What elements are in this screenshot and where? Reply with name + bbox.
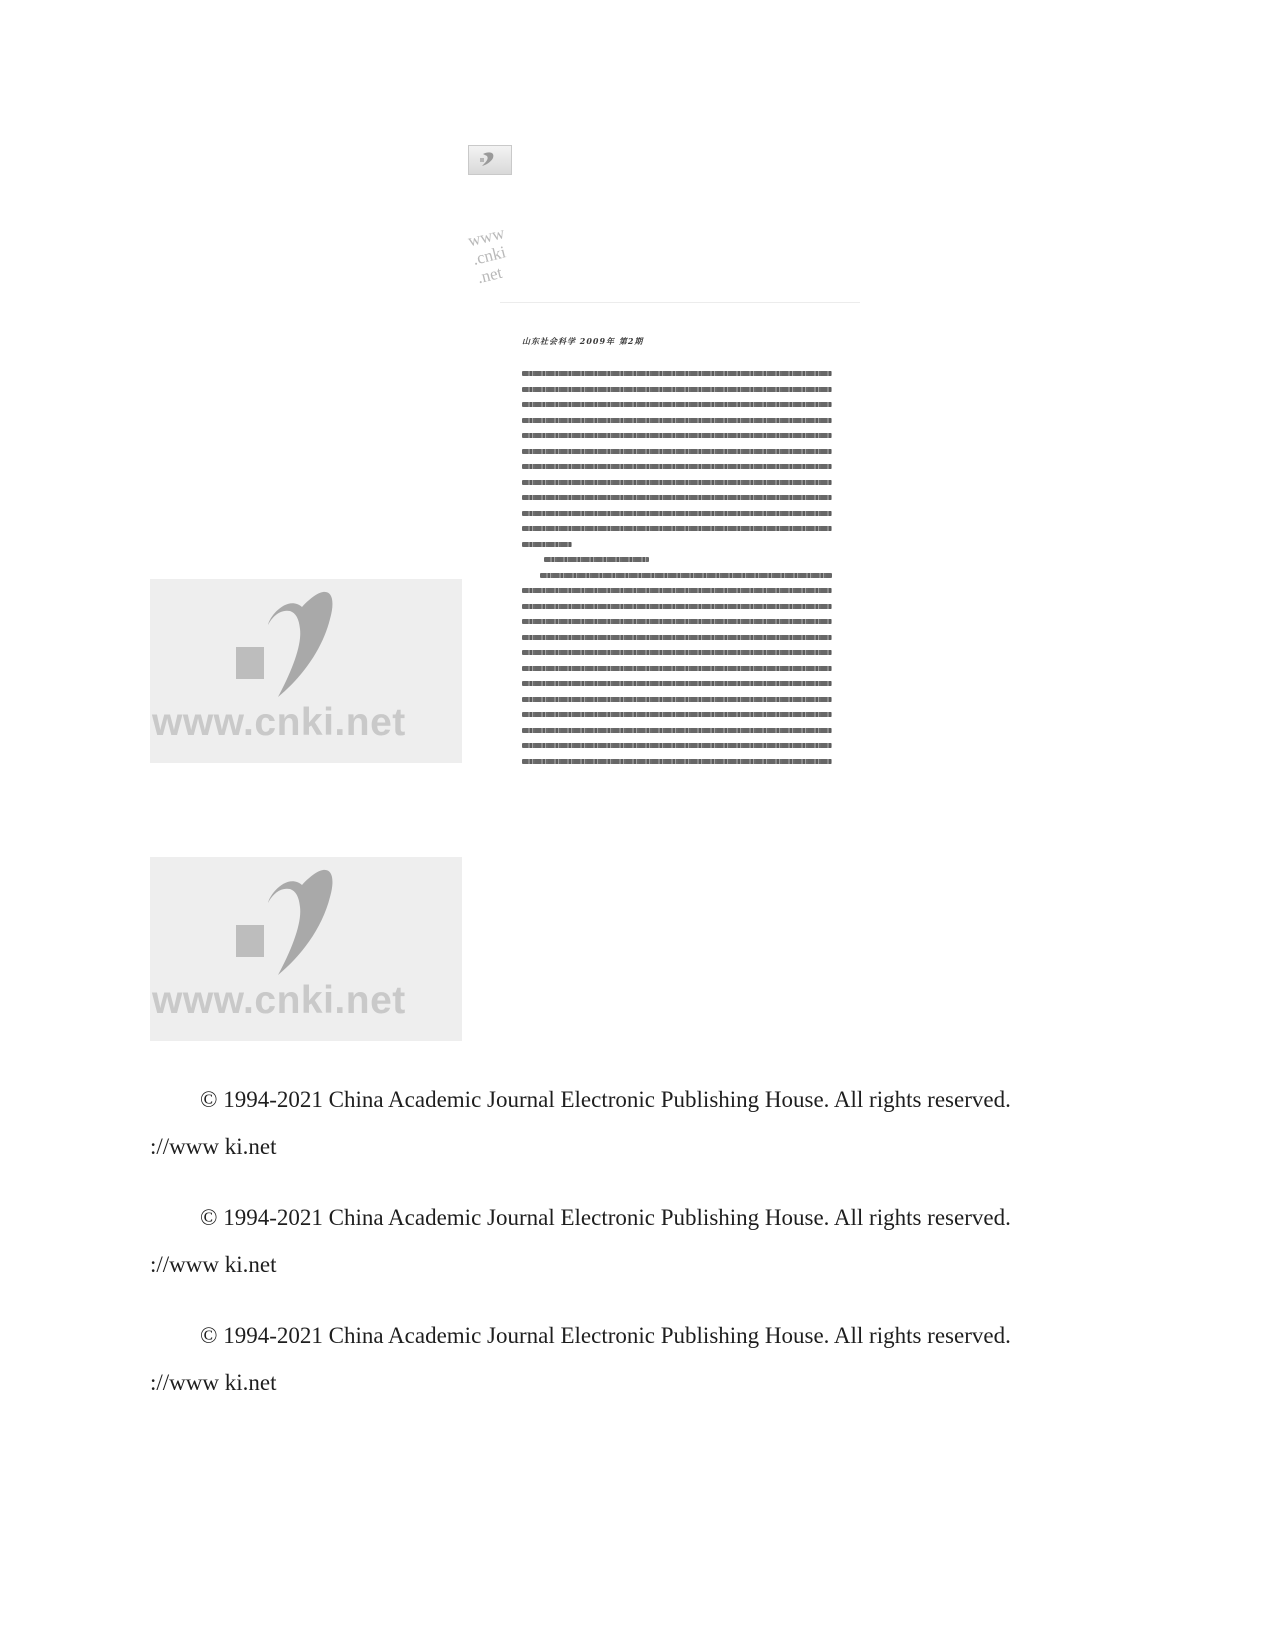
cnki-watermark-tile	[150, 579, 462, 763]
scan-text-line	[522, 588, 832, 593]
small-logo-icon	[468, 145, 512, 175]
scanned-page	[522, 336, 832, 766]
scan-text-line	[522, 666, 832, 671]
scan-text-line	[522, 371, 832, 376]
scan-text-line	[522, 511, 832, 516]
scan-text-line	[522, 635, 832, 640]
scan-text-line	[522, 418, 832, 423]
rotated-watermark-line: www	[466, 223, 507, 251]
scan-text-line	[522, 743, 832, 748]
rotated-watermark-line: .net	[475, 262, 505, 288]
scan-text-line	[522, 449, 832, 454]
copyright-text: © 1994-2021 China Academic Journal Electronic Publishing House. All rights reserved.	[200, 1323, 1011, 1348]
copyright-block	[150, 1322, 1150, 1397]
cnki-watermark-tile	[150, 857, 462, 1041]
scan-text-line	[522, 604, 832, 609]
scan-text-line	[522, 650, 832, 655]
divider	[500, 302, 860, 303]
scan-text-line	[540, 573, 832, 578]
copyright-url: ://www ki.net	[150, 1370, 277, 1395]
scan-text-line	[522, 619, 832, 624]
scan-text-line	[522, 697, 832, 702]
scan-running-header: 山东社会科学 2009年 第2期	[522, 336, 644, 346]
scan-text-line	[522, 464, 832, 469]
copyright-block	[150, 1086, 1150, 1161]
scan-text-line	[522, 433, 832, 438]
scan-text-line	[522, 387, 832, 392]
scan-text-line	[522, 728, 832, 733]
cnki-watermark-text: www.cnki.net	[152, 979, 406, 1022]
copyright-url: ://www ki.net	[150, 1134, 277, 1159]
scan-section-heading	[544, 557, 649, 562]
scan-text-line	[522, 681, 832, 686]
rotated-watermark-line: .cnki	[470, 242, 508, 269]
scan-text-line	[522, 759, 832, 764]
cnki-watermark-text: www.cnki.net	[152, 701, 406, 744]
rotated-watermark	[466, 217, 538, 287]
copyright-block	[150, 1204, 1150, 1279]
copyright-text: © 1994-2021 China Academic Journal Electronic Publishing House. All rights reserved.	[200, 1087, 1011, 1112]
scan-text-line	[522, 480, 832, 485]
scan-text-line	[522, 526, 832, 531]
copyright-text: © 1994-2021 China Academic Journal Electronic Publishing House. All rights reserved.	[200, 1205, 1011, 1230]
scan-text-line	[522, 712, 832, 717]
scan-text-line	[522, 402, 832, 407]
copyright-url: ://www ki.net	[150, 1252, 277, 1277]
scan-text-line	[522, 495, 832, 500]
scan-text-line	[522, 542, 572, 547]
